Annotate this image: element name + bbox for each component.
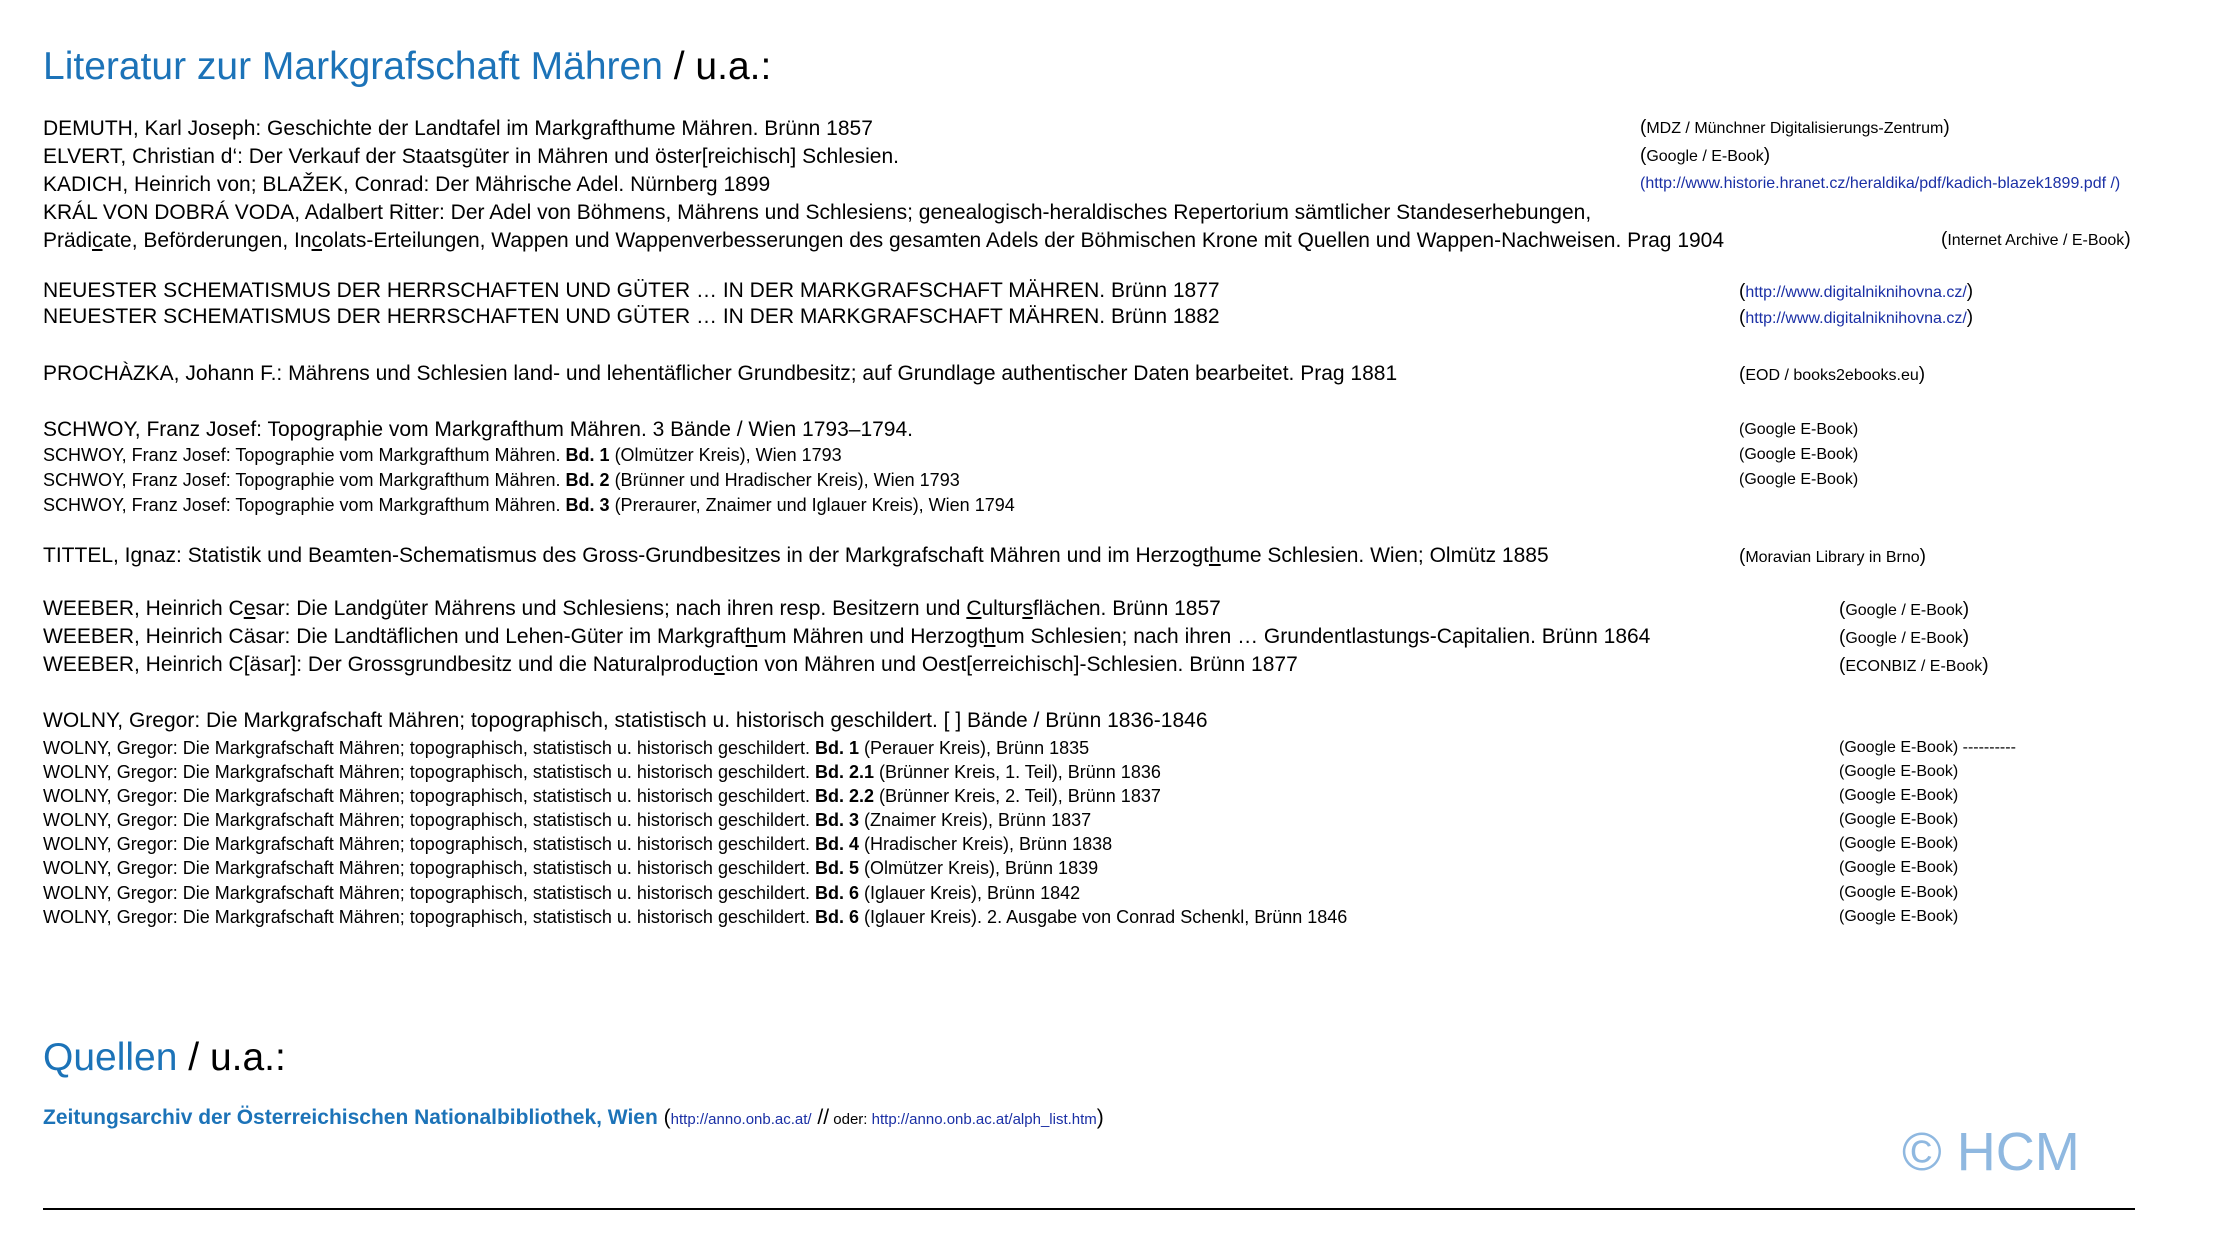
- source-wolny-vol: (Google E-Book): [1839, 859, 1959, 876]
- source-wolny-vol: (Google E-Book): [1839, 811, 1959, 828]
- sources-heading-suffix: / u.a.:: [177, 1036, 286, 1079]
- entry-wolny-vol: WOLNY, Gregor: Die Markgrafschaft Mähren; topographisch, statistisch u. historisch geschildert. Bd. 2.2 (Brünner Kreis, 2. Teil), Brünn 1837: [43, 786, 1161, 806]
- kadich-link[interactable]: http://www.historie.hranet.cz/heraldika/pdf/kadich-blazek1899.pdf /: [1645, 175, 2115, 192]
- source-kral: (Internet Archive / E-Book): [1941, 229, 2131, 250]
- entry-demuth: DEMUTH, Karl Joseph: Geschichte der Landtafel im Markgrafthume Mähren. Brünn 1857: [43, 117, 873, 140]
- entry-prochazka: PROCHÀZKA, Johann F.: Mährens und Schlesien land- und lehentäflicher Grundbesitz; auf Grundlage authentischer Daten bearbeitet. Prag 1881: [43, 362, 1398, 385]
- source-schematismus-1877[interactable]: (http://www.digitalniknihovna.cz/): [1739, 281, 1974, 302]
- digitalniknihovna-link-1877[interactable]: http://www.digitalniknihovna.cz/: [1745, 284, 1967, 301]
- entry-weeber-1864: WEEBER, Heinrich Cäsar: Die Landtäflichen und Lehen-Güter im Markgrafthum Mähren und Herzogthum Schlesien; nach ihren … Grundentlastungs-Capitalien. Brünn 1864: [43, 625, 1651, 648]
- copyright-mark: © HCM: [1902, 1122, 2080, 1182]
- entry-wolny-vol: WOLNY, Gregor: Die Markgrafschaft Mähren; topographisch, statistisch u. historisch geschildert. Bd. 6 (Iglauer Kreis), Brünn 1842: [43, 883, 1081, 903]
- zeitungsarchiv-title: Zeitungsarchiv der Österreichischen Nationalbibliothek, Wien: [43, 1106, 658, 1129]
- source-weeber-1857: (Google / E-Book): [1839, 599, 1970, 620]
- source-wolny-vol: (Google E-Book): [1839, 787, 1959, 804]
- source-prochazka: (EOD / books2ebooks.eu): [1739, 364, 1926, 385]
- entry-kadich: KADICH, Heinrich von; BLAŽEK, Conrad: Der Mährische Adel. Nürnberg 1899: [43, 173, 771, 196]
- entry-schematismus-1882: NEUESTER SCHEMATISMUS DER HERRSCHAFTEN UND GÜTER … IN DER MARKGRAFSCHAFT MÄHREN. Brünn 1882: [43, 305, 1220, 328]
- entry-elvert: ELVERT, Christian d‘: Der Verkauf der Staatsgüter in Mähren und öster[reichisch] Schlesien.: [43, 145, 899, 168]
- entry-schwoy-vol: SCHWOY, Franz Josef: Topographie vom Markgrafthum Mähren. Bd. 2 (Brünner und Hradischer Kreis), Wien 1793: [43, 470, 960, 490]
- entry-schematismus-1877: NEUESTER SCHEMATISMUS DER HERRSCHAFTEN UND GÜTER … IN DER MARKGRAFSCHAFT MÄHREN. Brünn 1877: [43, 279, 1220, 302]
- source-kadich[interactable]: (http://www.historie.hranet.cz/heraldika/pdf/kadich-blazek1899.pdf /): [1640, 175, 2121, 192]
- source-schematismus-1882[interactable]: (http://www.digitalniknihovna.cz/): [1739, 307, 1974, 328]
- entry-weeber-1857: WEEBER, Heinrich Cesar: Die Landgüter Mährens und Schlesiens; nach ihren resp. Besitzern und Cultursflächen. Brünn 1857: [43, 597, 1221, 620]
- source-wolny-vol: (Google E-Book): [1839, 884, 1959, 901]
- anno-link[interactable]: http://anno.onb.ac.at/: [670, 1111, 812, 1128]
- entry-wolny: WOLNY, Gregor: Die Markgrafschaft Mähren; topographisch, statistisch u. historisch geschildert. [ ] Bände / Brünn 1836-1846: [43, 709, 1208, 732]
- entry-weeber-1877: WEEBER, Heinrich C[äsar]: Der Grossgrundbesitz und die Naturalproduction von Mähren und Oest[erreichisch]-Schlesien. Brünn 1877: [43, 653, 1298, 676]
- entry-tittel: TITTEL, Ignaz: Statistik und Beamten-Schematismus des Gross-Grundbesitzes in der Markgrafschaft Mähren und im Herzogthume Schlesien. Wien; Olmütz 1885: [43, 544, 1549, 567]
- source-wolny-vol: (Google E-Book): [1839, 763, 1959, 780]
- entry-schwoy: SCHWOY, Franz Josef: Topographie vom Markgrafthum Mähren. 3 Bände / Wien 1793–1794.: [43, 418, 914, 441]
- zeitungsarchiv-entry: Zeitungsarchiv der Österreichischen Nationalbibliothek, Wien (http://anno.onb.ac.at/ // oder: http://anno.onb.ac.at/alph_list.htm): [43, 1106, 1104, 1129]
- source-demuth: (MDZ / Münchner Digitalisierungs-Zentrum): [1640, 117, 1950, 138]
- sources-heading-main: Quellen: [43, 1036, 178, 1079]
- entry-schwoy-vol: SCHWOY, Franz Josef: Topographie vom Markgrafthum Mähren. Bd. 1 (Olmützer Kreis), Wien 1793: [43, 445, 842, 465]
- sources-heading: [43, 1038, 286, 1077]
- source-weeber-1877: (ECONBIZ / E-Book): [1839, 655, 1989, 676]
- source-wolny-vol: (Google E-Book) ----------: [1839, 739, 2016, 756]
- entry-wolny-vol: WOLNY, Gregor: Die Markgrafschaft Mähren; topographisch, statistisch u. historisch geschildert. Bd. 5 (Olmützer Kreis), Brünn 1839: [43, 858, 1099, 878]
- entry-wolny-vol: WOLNY, Gregor: Die Markgrafschaft Mähren; topographisch, statistisch u. historisch geschildert. Bd. 2.1 (Brünner Kreis, 1. Teil), Brünn 1836: [43, 762, 1161, 782]
- page-title-main: Literatur zur Markgrafschaft Mähren: [43, 45, 663, 88]
- entry-kral-line1: KRÁL VON DOBRÁ VODA, Adalbert Ritter: Der Adel von Böhmens, Mährens und Schlesiens; genealogisch-heraldisches Repertorium sämtlicher Standeserhebungen,: [43, 201, 1592, 224]
- source-schwoy-vol: (Google E-Book): [1739, 471, 1859, 488]
- source-wolny-vol: (Google E-Book): [1839, 835, 1959, 852]
- entry-wolny-vol: WOLNY, Gregor: Die Markgrafschaft Mähren; topographisch, statistisch u. historisch geschildert. Bd. 3 (Znaimer Kreis), Brünn 1837: [43, 810, 1092, 830]
- page-title: [43, 47, 771, 86]
- source-wolny-vol: (Google E-Book): [1839, 908, 1959, 925]
- source-schwoy: (Google E-Book): [1739, 421, 1859, 438]
- source-elvert: (Google / E-Book): [1640, 145, 1771, 166]
- entry-wolny-vol: WOLNY, Gregor: Die Markgrafschaft Mähren; topographisch, statistisch u. historisch geschildert. Bd. 6 (Iglauer Kreis). 2. Ausgabe von Conrad Schenkl, Brünn 1846: [43, 907, 1348, 927]
- entry-wolny-vol: WOLNY, Gregor: Die Markgrafschaft Mähren; topographisch, statistisch u. historisch geschildert. Bd. 4 (Hradischer Kreis), Brünn 1838: [43, 834, 1113, 854]
- anno-alph-list-link[interactable]: http://anno.onb.ac.at/alph_list.htm: [871, 1111, 1097, 1128]
- source-tittel: (Moravian Library in Brno): [1739, 546, 1926, 567]
- entry-kral-line2: Prädicate, Beförderungen, Incolats-Erteilungen, Wappen und Wappenverbesserungen des gesamten Adels der Böhmischen Krone mit Quellen und Wappen-Nachweisen. Prag 1904: [43, 229, 1725, 252]
- source-weeber-1864: (Google / E-Book): [1839, 627, 1970, 648]
- digitalniknihovna-link-1882[interactable]: http://www.digitalniknihovna.cz/: [1745, 310, 1967, 327]
- footer-divider: [43, 1208, 2135, 1210]
- entry-wolny-vol: WOLNY, Gregor: Die Markgrafschaft Mähren; topographisch, statistisch u. historisch geschildert. Bd. 1 (Perauer Kreis), Brünn 1835: [43, 738, 1090, 758]
- source-schwoy-vol: (Google E-Book): [1739, 446, 1859, 463]
- entry-schwoy-vol: SCHWOY, Franz Josef: Topographie vom Markgrafthum Mähren. Bd. 3 (Preraurer, Znaimer und Iglauer Kreis), Wien 1794: [43, 495, 1015, 515]
- page-title-suffix: / u.a.:: [662, 45, 772, 88]
